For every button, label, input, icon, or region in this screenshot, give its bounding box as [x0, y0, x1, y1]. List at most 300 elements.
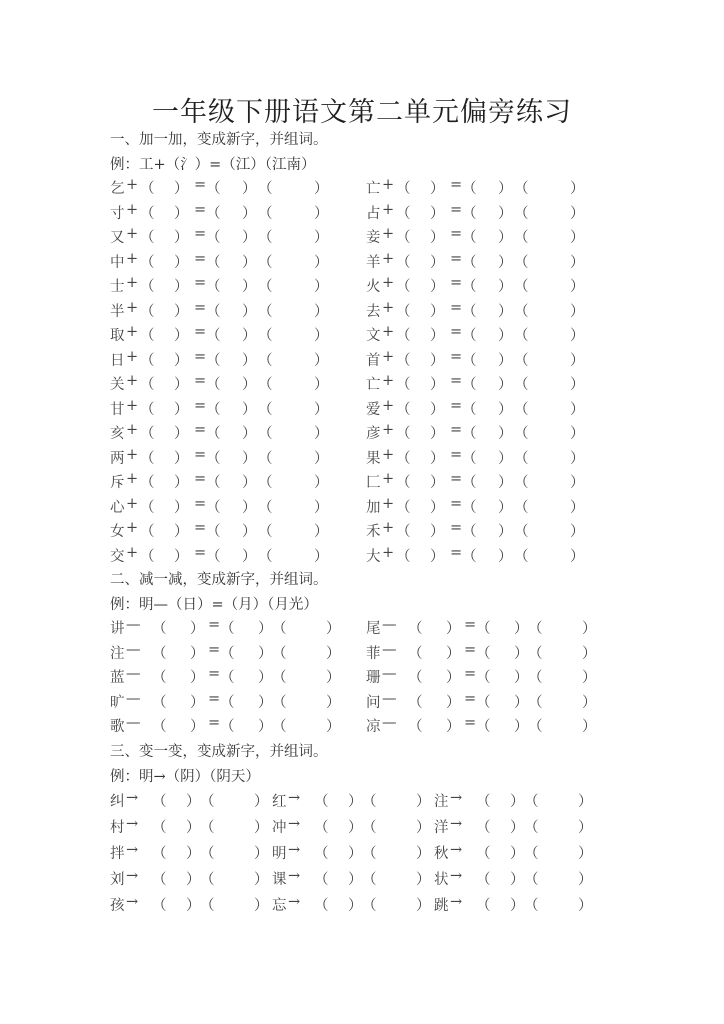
new-character-blank-close: ）: [510, 872, 525, 888]
new-character-blank-open[interactable]: （: [462, 426, 477, 442]
new-character-blank-open[interactable]: （: [220, 645, 235, 662]
word-blank-open[interactable]: （: [514, 181, 529, 197]
radical-blank-open[interactable]: （: [152, 694, 167, 711]
new-character-blank-open[interactable]: （: [462, 328, 477, 344]
radical-blank-open[interactable]: （: [140, 303, 155, 320]
base-character: 秋: [434, 846, 449, 862]
new-character-blank-close: ）: [514, 670, 529, 686]
plus-operator: +: [126, 226, 139, 242]
word-blank-open[interactable]: （: [514, 254, 529, 271]
new-character-blank-open[interactable]: （: [476, 621, 491, 637]
new-character-blank-open[interactable]: （: [462, 205, 477, 222]
radical-blank-close: ）: [430, 352, 445, 369]
equals-sign: =: [194, 250, 207, 267]
new-character-blank-open[interactable]: （: [206, 303, 221, 320]
new-character-blank-open[interactable]: （: [220, 621, 235, 637]
word-blank-close: ）: [254, 846, 269, 862]
radical-blank-open[interactable]: （: [140, 205, 155, 222]
minus-operator: —: [382, 690, 397, 707]
word-blank-open[interactable]: （: [362, 820, 377, 836]
new-character-blank-open[interactable]: （: [206, 426, 221, 442]
word-blank-open[interactable]: （: [362, 872, 377, 888]
new-character-blank-close: ）: [510, 794, 525, 810]
new-character-blank-open[interactable]: （: [462, 230, 477, 246]
word-blank-open[interactable]: （: [200, 898, 215, 914]
word-blank-open[interactable]: （: [258, 450, 273, 467]
new-character-blank-open[interactable]: （: [152, 820, 167, 836]
radical-blank-open[interactable]: （: [396, 254, 411, 271]
word-blank-close: ）: [416, 846, 431, 862]
word-blank-close: ）: [582, 645, 597, 662]
new-character-blank-close: ）: [242, 426, 257, 442]
radical-blank-open[interactable]: （: [152, 621, 167, 637]
base-character: 匚: [366, 475, 381, 491]
word-blank-close: ）: [314, 548, 329, 565]
new-character-blank-open[interactable]: （: [206, 205, 221, 222]
word-blank-close: ）: [314, 205, 329, 222]
word-blank-open[interactable]: （: [258, 254, 273, 271]
new-character-blank-open[interactable]: （: [152, 794, 167, 810]
base-character: 状: [434, 872, 449, 888]
minus-operator: —: [382, 617, 397, 633]
new-character-blank-close: ）: [498, 205, 513, 222]
radical-blank-close: ）: [190, 645, 205, 662]
word-blank-open[interactable]: （: [200, 846, 215, 862]
word-blank-close: ）: [582, 719, 597, 735]
word-blank-close: ）: [570, 303, 585, 320]
new-character-blank-open[interactable]: （: [462, 377, 477, 393]
new-character-blank-close: ）: [242, 377, 257, 393]
word-blank-close: ）: [314, 230, 329, 246]
new-character-blank-open[interactable]: （: [206, 401, 221, 418]
base-character: 爱: [366, 401, 381, 418]
word-blank-close: ）: [326, 621, 341, 637]
equals-sign: =: [464, 617, 477, 633]
new-character-blank-open[interactable]: （: [206, 548, 221, 565]
equals-sign: =: [464, 715, 477, 731]
equals-sign: =: [194, 348, 207, 365]
radical-blank-open[interactable]: （: [140, 352, 155, 369]
word-blank-open[interactable]: （: [258, 475, 273, 491]
word-blank-open[interactable]: （: [272, 670, 287, 686]
radical-blank-open[interactable]: （: [396, 475, 411, 491]
plus-operator: +: [126, 348, 139, 365]
plus-operator: +: [382, 422, 395, 438]
radical-blank-open[interactable]: （: [140, 450, 155, 467]
new-character-blank-open[interactable]: （: [314, 872, 329, 888]
page-title: 一年级下册语文第二单元偏旁练习: [152, 97, 572, 128]
base-character: 甘: [110, 401, 125, 418]
new-character-blank-close: ）: [242, 450, 257, 467]
word-blank-close: ）: [314, 401, 329, 418]
word-blank-open[interactable]: （: [524, 898, 539, 914]
new-character-blank-open[interactable]: （: [206, 181, 221, 197]
word-blank-open[interactable]: （: [272, 694, 287, 711]
new-character-blank-close: ）: [242, 205, 257, 222]
section3-heading: 三、变一变，变成新字，并组词。: [110, 744, 328, 760]
new-character-blank-close: ）: [258, 645, 273, 662]
new-character-blank-open[interactable]: （: [476, 719, 491, 735]
equals-sign: =: [450, 348, 463, 365]
word-blank-open[interactable]: （: [514, 524, 529, 540]
new-character-blank-open[interactable]: （: [462, 475, 477, 491]
new-character-blank-open[interactable]: （: [206, 499, 221, 516]
radical-blank-open[interactable]: （: [396, 328, 411, 344]
new-character-blank-open[interactable]: （: [152, 898, 167, 914]
equals-sign: =: [464, 666, 477, 682]
new-character-blank-close: ）: [348, 872, 363, 888]
word-blank-open[interactable]: （: [362, 794, 377, 810]
base-character: 珊: [366, 670, 381, 686]
word-blank-open[interactable]: （: [272, 645, 287, 662]
word-blank-open[interactable]: （: [200, 820, 215, 836]
word-blank-open[interactable]: （: [528, 670, 543, 686]
new-character-blank-close: ）: [242, 279, 257, 295]
new-character-blank-open[interactable]: （: [206, 450, 221, 467]
radical-blank-open[interactable]: （: [396, 181, 411, 197]
word-blank-close: ）: [416, 872, 431, 888]
new-character-blank-open[interactable]: （: [476, 872, 491, 888]
plus-operator: +: [382, 299, 395, 316]
new-character-blank-open[interactable]: （: [462, 181, 477, 197]
word-blank-close: ）: [254, 794, 269, 810]
equals-sign: =: [194, 201, 207, 218]
new-character-blank-open[interactable]: （: [462, 401, 477, 418]
plus-operator: +: [382, 471, 395, 487]
word-blank-open[interactable]: （: [258, 377, 273, 393]
base-character: 红: [272, 794, 287, 810]
radical-blank-open[interactable]: （: [396, 524, 411, 540]
radical-blank-open[interactable]: （: [396, 499, 411, 516]
base-character: 首: [366, 352, 381, 369]
word-blank-close: ）: [582, 694, 597, 711]
radical-blank-open[interactable]: （: [140, 524, 155, 540]
word-blank-open[interactable]: （: [258, 205, 273, 222]
new-character-blank-close: ）: [498, 524, 513, 540]
new-character-blank-open[interactable]: （: [314, 898, 329, 914]
word-blank-open[interactable]: （: [524, 846, 539, 862]
radical-blank-open[interactable]: （: [396, 426, 411, 442]
base-character: 尾: [366, 621, 381, 637]
radical-blank-open[interactable]: （: [140, 377, 155, 393]
new-character-blank-close: ）: [498, 254, 513, 271]
new-character-blank-open[interactable]: （: [462, 303, 477, 320]
new-character-blank-open[interactable]: （: [220, 719, 235, 735]
plus-operator: +: [126, 471, 139, 487]
word-blank-open[interactable]: （: [528, 645, 543, 662]
base-character: 亡: [366, 377, 381, 393]
new-character-blank-open[interactable]: （: [462, 548, 477, 565]
new-character-blank-close: ）: [242, 328, 257, 344]
word-blank-close: ）: [570, 279, 585, 295]
word-blank-open[interactable]: （: [514, 499, 529, 516]
radical-blank-open[interactable]: （: [140, 181, 155, 197]
new-character-blank-open[interactable]: （: [206, 254, 221, 271]
radical-blank-open[interactable]: （: [140, 328, 155, 344]
radical-blank-open[interactable]: （: [140, 475, 155, 491]
plus-operator: +: [382, 397, 395, 414]
base-character: 两: [110, 450, 125, 467]
new-character-blank-open[interactable]: （: [462, 499, 477, 516]
new-character-blank-close: ）: [498, 450, 513, 467]
word-blank-close: ）: [314, 475, 329, 491]
section2-example: 例：明—（日）=（月）（月光）: [110, 597, 318, 613]
new-character-blank-close: ）: [498, 230, 513, 246]
word-blank-close: ）: [416, 820, 431, 836]
plus-operator: +: [126, 324, 139, 340]
new-character-blank-open[interactable]: （: [462, 279, 477, 295]
radical-blank-close: ）: [174, 450, 189, 467]
new-character-blank-open[interactable]: （: [462, 524, 477, 540]
equals-sign: =: [450, 177, 463, 193]
word-blank-open[interactable]: （: [524, 820, 539, 836]
equals-sign: =: [450, 471, 463, 487]
word-blank-open[interactable]: （: [362, 846, 377, 862]
arrow-operator: →: [288, 868, 301, 884]
word-blank-close: ）: [570, 377, 585, 393]
word-blank-open[interactable]: （: [514, 230, 529, 246]
word-blank-open[interactable]: （: [258, 499, 273, 516]
radical-blank-open[interactable]: （: [408, 694, 423, 711]
word-blank-open[interactable]: （: [258, 352, 273, 369]
word-blank-open[interactable]: （: [258, 230, 273, 246]
new-character-blank-open[interactable]: （: [462, 254, 477, 271]
new-character-blank-close: ）: [242, 230, 257, 246]
new-character-blank-open[interactable]: （: [206, 328, 221, 344]
word-blank-open[interactable]: （: [362, 898, 377, 914]
new-character-blank-open[interactable]: （: [476, 645, 491, 662]
equals-sign: =: [450, 422, 463, 438]
minus-operator: —: [382, 641, 397, 658]
new-character-blank-open[interactable]: （: [206, 524, 221, 540]
radical-blank-open[interactable]: （: [140, 548, 155, 565]
word-blank-open[interactable]: （: [258, 181, 273, 197]
radical-blank-close: ）: [174, 499, 189, 516]
equals-sign: =: [208, 690, 221, 707]
word-blank-open[interactable]: （: [200, 794, 215, 810]
word-blank-open[interactable]: （: [514, 279, 529, 295]
base-character: 又: [110, 230, 125, 246]
word-blank-close: ）: [582, 621, 597, 637]
radical-blank-open[interactable]: （: [396, 205, 411, 222]
new-character-blank-open[interactable]: （: [220, 670, 235, 686]
radical-blank-open[interactable]: （: [408, 670, 423, 686]
word-blank-close: ）: [570, 328, 585, 344]
radical-blank-close: ）: [174, 524, 189, 540]
word-blank-open[interactable]: （: [258, 279, 273, 295]
word-blank-open[interactable]: （: [258, 328, 273, 344]
base-character: 士: [110, 279, 125, 295]
new-character-blank-open[interactable]: （: [206, 377, 221, 393]
word-blank-open[interactable]: （: [514, 475, 529, 491]
new-character-blank-open[interactable]: （: [314, 820, 329, 836]
base-character: 中: [110, 254, 125, 271]
radical-blank-close: ）: [190, 670, 205, 686]
plus-operator: +: [126, 275, 139, 291]
radical-blank-close: ）: [446, 670, 461, 686]
arrow-operator: →: [450, 868, 463, 884]
radical-blank-open[interactable]: （: [396, 352, 411, 369]
new-character-blank-close: ）: [514, 621, 529, 637]
section1-example: 例：工+（氵）=（江）（江南）: [110, 157, 316, 173]
radical-blank-open[interactable]: （: [152, 670, 167, 686]
new-character-blank-open[interactable]: （: [462, 352, 477, 369]
radical-blank-open[interactable]: （: [396, 401, 411, 418]
new-character-blank-close: ）: [498, 279, 513, 295]
radical-blank-open[interactable]: （: [408, 719, 423, 735]
radical-blank-open[interactable]: （: [152, 645, 167, 662]
word-blank-open[interactable]: （: [200, 872, 215, 888]
new-character-blank-close: ）: [348, 898, 363, 914]
word-blank-open[interactable]: （: [514, 352, 529, 369]
base-character: 蓝: [110, 670, 125, 686]
base-character: 加: [366, 499, 381, 516]
plus-operator: +: [382, 226, 395, 242]
equals-sign: =: [194, 397, 207, 414]
word-blank-open[interactable]: （: [514, 328, 529, 344]
plus-operator: +: [382, 275, 395, 291]
radical-blank-close: ）: [430, 328, 445, 344]
word-blank-open[interactable]: （: [258, 401, 273, 418]
word-blank-close: ）: [314, 450, 329, 467]
radical-blank-open[interactable]: （: [396, 548, 411, 565]
new-character-blank-open[interactable]: （: [206, 475, 221, 491]
base-character: 凉: [366, 719, 381, 735]
radical-blank-open[interactable]: （: [140, 254, 155, 271]
radical-blank-open[interactable]: （: [140, 230, 155, 246]
new-character-blank-open[interactable]: （: [476, 898, 491, 914]
base-character: 禾: [366, 524, 381, 540]
base-character: 拌: [110, 846, 125, 862]
word-blank-close: ）: [314, 303, 329, 320]
base-character: 去: [366, 303, 381, 320]
word-blank-close: ）: [326, 670, 341, 686]
equals-sign: =: [450, 520, 463, 536]
word-blank-open[interactable]: （: [528, 719, 543, 735]
radical-blank-close: ）: [430, 548, 445, 565]
word-blank-open[interactable]: （: [514, 548, 529, 565]
equals-sign: =: [194, 226, 207, 242]
new-character-blank-open[interactable]: （: [476, 820, 491, 836]
word-blank-close: ）: [314, 499, 329, 516]
new-character-blank-open[interactable]: （: [476, 794, 491, 810]
word-blank-open[interactable]: （: [514, 303, 529, 320]
radical-blank-open[interactable]: （: [140, 401, 155, 418]
base-character: 斥: [110, 475, 125, 491]
base-character: 冲: [272, 820, 287, 836]
radical-blank-open[interactable]: （: [396, 450, 411, 467]
new-character-blank-open[interactable]: （: [152, 846, 167, 862]
new-character-blank-open[interactable]: （: [206, 230, 221, 246]
arrow-operator: →: [450, 894, 463, 910]
new-character-blank-open[interactable]: （: [220, 694, 235, 711]
base-character: 忘: [272, 898, 287, 914]
new-character-blank-open[interactable]: （: [152, 872, 167, 888]
base-character: 明: [272, 846, 287, 862]
radical-blank-open[interactable]: （: [396, 279, 411, 295]
radical-blank-open[interactable]: （: [152, 719, 167, 735]
word-blank-open[interactable]: （: [272, 621, 287, 637]
new-character-blank-close: ）: [514, 645, 529, 662]
word-blank-open[interactable]: （: [258, 426, 273, 442]
equals-sign: =: [450, 250, 463, 267]
radical-blank-close: ）: [174, 352, 189, 369]
radical-blank-close: ）: [190, 719, 205, 735]
word-blank-open[interactable]: （: [514, 426, 529, 442]
new-character-blank-open[interactable]: （: [476, 670, 491, 686]
new-character-blank-open[interactable]: （: [476, 694, 491, 711]
radical-blank-open[interactable]: （: [140, 499, 155, 516]
radical-blank-close: ）: [174, 426, 189, 442]
radical-blank-close: ）: [430, 426, 445, 442]
word-blank-open[interactable]: （: [524, 794, 539, 810]
new-character-blank-open[interactable]: （: [476, 846, 491, 862]
radical-blank-close: ）: [446, 694, 461, 711]
radical-blank-open[interactable]: （: [140, 426, 155, 442]
radical-blank-open[interactable]: （: [396, 377, 411, 393]
new-character-blank-close: ）: [498, 475, 513, 491]
equals-sign: =: [194, 446, 207, 463]
radical-blank-close: ）: [430, 254, 445, 271]
word-blank-open[interactable]: （: [258, 524, 273, 540]
plus-operator: +: [126, 422, 139, 438]
word-blank-open[interactable]: （: [514, 450, 529, 467]
arrow-operator: →: [126, 816, 139, 832]
arrow-operator: →: [288, 816, 301, 832]
word-blank-open[interactable]: （: [258, 303, 273, 320]
new-character-blank-open[interactable]: （: [314, 794, 329, 810]
plus-operator: +: [126, 544, 139, 561]
word-blank-close: ）: [570, 230, 585, 246]
new-character-blank-open[interactable]: （: [462, 450, 477, 467]
new-character-blank-open[interactable]: （: [206, 279, 221, 295]
new-character-blank-open[interactable]: （: [314, 846, 329, 862]
word-blank-open[interactable]: （: [524, 872, 539, 888]
radical-blank-open[interactable]: （: [396, 230, 411, 246]
word-blank-open[interactable]: （: [514, 401, 529, 418]
plus-operator: +: [382, 201, 395, 218]
base-character: 取: [110, 328, 125, 344]
new-character-blank-close: ）: [186, 898, 201, 914]
word-blank-open[interactable]: （: [514, 205, 529, 222]
word-blank-open[interactable]: （: [528, 621, 543, 637]
base-character: 文: [366, 328, 381, 344]
word-blank-close: ）: [570, 450, 585, 467]
new-character-blank-close: ）: [498, 352, 513, 369]
arrow-operator: →: [288, 842, 301, 858]
minus-operator: —: [126, 641, 141, 658]
section1-heading: 一、加一加，变成新字，并组词。: [110, 132, 328, 148]
plus-operator: +: [382, 495, 395, 512]
word-blank-open[interactable]: （: [514, 377, 529, 393]
radical-blank-open[interactable]: （: [408, 645, 423, 662]
new-character-blank-close: ）: [510, 846, 525, 862]
radical-blank-open[interactable]: （: [396, 303, 411, 320]
base-character: 注: [434, 794, 449, 810]
plus-operator: +: [382, 177, 395, 193]
new-character-blank-open[interactable]: （: [206, 352, 221, 369]
word-blank-close: ）: [314, 352, 329, 369]
word-blank-close: ）: [578, 846, 593, 862]
radical-blank-open[interactable]: （: [408, 621, 423, 637]
radical-blank-close: ）: [174, 279, 189, 295]
word-blank-open[interactable]: （: [528, 694, 543, 711]
radical-blank-close: ）: [174, 205, 189, 222]
word-blank-open[interactable]: （: [272, 719, 287, 735]
radical-blank-open[interactable]: （: [140, 279, 155, 295]
word-blank-open[interactable]: （: [258, 548, 273, 565]
radical-blank-close: ）: [430, 377, 445, 393]
